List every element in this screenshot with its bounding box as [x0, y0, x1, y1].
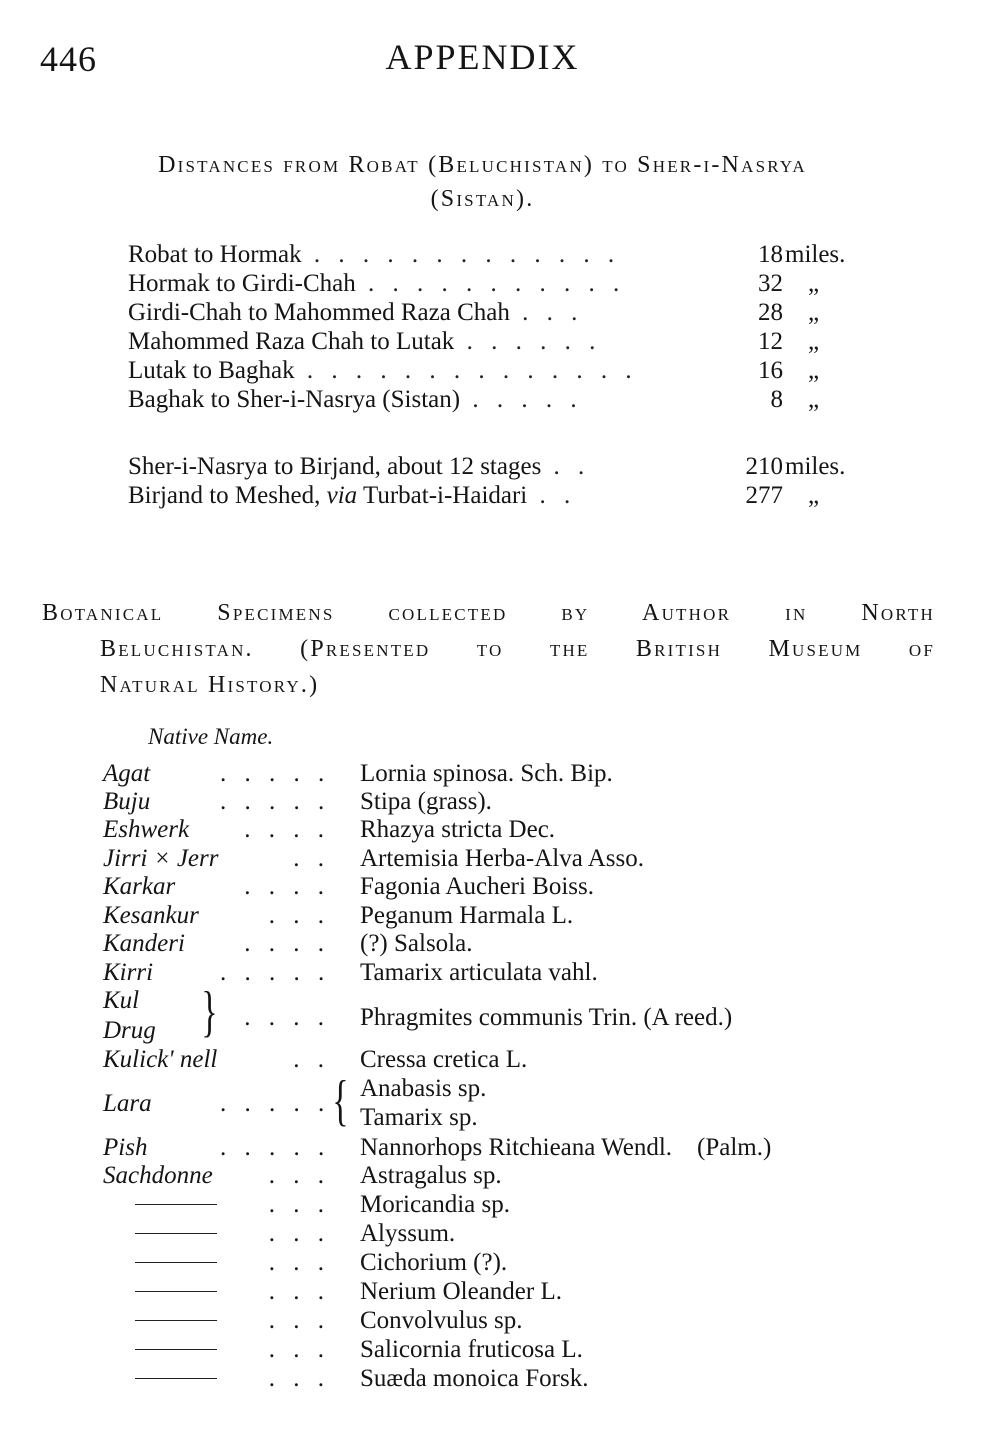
botanical-name: (?) Salsola. — [360, 930, 473, 957]
leader-dots: . . . — [268, 1220, 330, 1247]
leader-dots: . . . — [268, 1191, 330, 1218]
native-name: Kanderi — [103, 930, 185, 957]
native-name: Kulick' nell — [103, 1046, 218, 1073]
leader-dots: . . . — [268, 1336, 330, 1363]
distance-value: 28 — [758, 299, 783, 326]
botanical-name: Tamarix sp. — [360, 1104, 478, 1131]
distance-value: 32 — [758, 270, 783, 297]
botanical-name: Cressa cretica L. — [360, 1046, 528, 1073]
distance-unit: miles. — [785, 241, 846, 268]
leader-dots: . . . — [268, 1365, 330, 1392]
running-head: APPENDIX — [385, 37, 580, 77]
native-name: Sachdonne — [103, 1162, 213, 1189]
leader-dots: . . . . . — [220, 1090, 331, 1117]
leader-dots: . . . . — [244, 873, 330, 900]
botanical-name: Nannorhops Ritchieana Wendl. (Palm.) — [360, 1134, 772, 1161]
leader-dots: . . . . — [244, 1004, 330, 1031]
native-name: Pish — [103, 1134, 148, 1161]
ditto-mark: „ — [808, 328, 820, 355]
botanical-name: Nerium Oleander L. — [360, 1278, 563, 1305]
native-name: Lara — [103, 1090, 152, 1117]
botanical-title-line3: Natural History.) — [100, 672, 320, 698]
native-name: Kirri — [103, 959, 154, 986]
ditto-mark: „ — [808, 386, 820, 413]
native-name: Kul — [103, 987, 140, 1014]
leader-dots: . . . . — [244, 930, 330, 957]
distance-route: Sher-i-Nasrya to Birjand, about 12 stages . . — [128, 453, 591, 480]
distance-route: Girdi-Chah to Mahommed Raza Chah . . . — [128, 299, 584, 326]
distance-route: Mahommed Raza Chah to Lutak . . . . . . — [128, 328, 602, 355]
botanical-name: Anabasis sp. — [360, 1075, 487, 1102]
ditto-mark: „ — [808, 482, 820, 509]
leader-dots: . . . . — [244, 816, 330, 843]
distance-value: 277 — [745, 482, 783, 509]
distance-route: Birjand to Meshed, via Turbat-i-Haidari . . — [128, 482, 577, 509]
leader-dots: . . — [293, 1046, 330, 1073]
distances-title-line2: (Sistan). — [430, 186, 535, 212]
leader-dots: . . . . . — [220, 1134, 331, 1161]
native-name: Eshwerk — [103, 816, 190, 843]
native-name: Kesankur — [103, 902, 199, 929]
botanical-title-line2: Beluchistan. (Presented to the British Museum of — [100, 636, 935, 662]
blank-native-rule — [135, 1378, 217, 1379]
leader-dots: . . . — [268, 1307, 330, 1334]
blank-native-rule — [135, 1262, 217, 1263]
distances-title: Distances from Robat (Beluchistan) to Sher-i-Nasrya — [158, 152, 807, 178]
left-brace: { — [332, 1070, 349, 1132]
botanical-name: Fagonia Aucheri Boiss. — [360, 873, 595, 900]
leader-dots: . . . . . — [220, 959, 331, 986]
distance-value: 16 — [758, 357, 783, 384]
native-name: Buju — [103, 788, 151, 815]
distance-value: 12 — [758, 328, 783, 355]
botanical-name: Rhazya stricta Dec. — [360, 816, 556, 843]
leader-dots: . . . — [268, 1278, 330, 1305]
distance-route: Robat to Hormak . . . . . . . . . . . . . — [128, 241, 621, 268]
distance-unit: miles. — [785, 453, 846, 480]
blank-native-rule — [135, 1320, 217, 1321]
distance-value: 210 — [745, 453, 783, 480]
right-brace: } — [201, 981, 218, 1043]
botanical-name: Alyssum. — [360, 1220, 456, 1247]
leader-dots: . . . — [268, 1162, 330, 1189]
distance-route: Baghak to Sher-i-Nasrya (Sistan) . . . . . — [128, 386, 583, 413]
native-name: Drug — [103, 1017, 156, 1044]
botanical-name: Convolvulus sp. — [360, 1307, 523, 1334]
distance-route: Lutak to Baghak . . . . . . . . . . . . . . — [128, 357, 638, 384]
ditto-mark: „ — [808, 357, 820, 384]
leader-dots: . . — [293, 845, 330, 872]
botanical-name: Astragalus sp. — [360, 1162, 502, 1189]
native-name: Karkar — [103, 873, 176, 900]
botanical-name: Artemisia Herba-Alva Asso. — [360, 845, 644, 872]
blank-native-rule — [135, 1291, 217, 1292]
leader-dots: . . . — [268, 902, 330, 929]
botanical-title: Botanical Specimens collected by Author in North — [42, 600, 935, 626]
leader-dots: . . . . . — [220, 788, 331, 815]
botanical-name: Cichorium (?). — [360, 1249, 508, 1276]
blank-native-rule — [135, 1204, 217, 1205]
botanical-name: Stipa (grass). — [360, 788, 492, 815]
botanical-name: Peganum Harmala L. — [360, 902, 574, 929]
botanical-name: Salicornia fruticosa L. — [360, 1336, 583, 1363]
blank-native-rule — [135, 1233, 217, 1234]
botanical-name: Phragmites communis Trin. (A reed.) — [360, 1004, 733, 1031]
botanical-name: Moricandia sp. — [360, 1191, 510, 1218]
ditto-mark: „ — [808, 299, 820, 326]
page-number: 446 — [40, 39, 97, 79]
native-name: Agat — [103, 760, 151, 787]
botanical-name: Suæda monoica Forsk. — [360, 1365, 589, 1392]
native-name-header: Native Name. — [148, 724, 274, 749]
blank-native-rule — [135, 1349, 217, 1350]
ditto-mark: „ — [808, 270, 820, 297]
distance-route: Hormak to Girdi-Chah . . . . . . . . . . . — [128, 270, 626, 297]
distance-value: 8 — [770, 386, 783, 413]
native-name: Jirri × Jerr — [103, 845, 219, 872]
distance-value: 18 — [758, 241, 783, 268]
leader-dots: . . . . . — [220, 760, 331, 787]
botanical-name: Lornia spinosa. Sch. Bip. — [360, 760, 613, 787]
botanical-name: Tamarix articulata vahl. — [360, 959, 598, 986]
leader-dots: . . . — [268, 1249, 330, 1276]
